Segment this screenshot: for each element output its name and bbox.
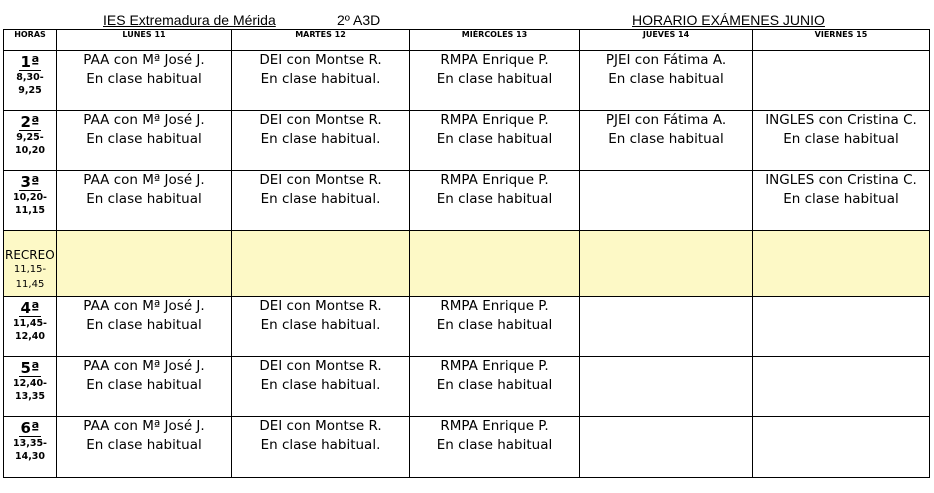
exam-cell-monday bbox=[57, 171, 232, 231]
group-name: 2º A3D bbox=[337, 12, 381, 28]
table-row bbox=[4, 297, 930, 357]
period-cell bbox=[4, 51, 57, 111]
exam-location: En clase habitual bbox=[436, 377, 553, 393]
exam-subject: RMPA Enrique P. bbox=[440, 298, 549, 314]
exam-location: En clase habitual. bbox=[260, 437, 381, 453]
period-number: 4ª bbox=[20, 299, 40, 317]
column-header-thursday: JUEVES 14 bbox=[580, 30, 753, 51]
exam-cell-friday bbox=[753, 357, 930, 417]
exam-subject: DEI con Montse R. bbox=[259, 52, 382, 68]
exam-subject: PJEI con Fátima A. bbox=[605, 112, 727, 128]
column-header-tuesday: MARTES 12 bbox=[232, 30, 410, 51]
period-cell bbox=[4, 297, 57, 357]
exam-cell-tuesday bbox=[232, 51, 410, 111]
exam-cell-tuesday bbox=[232, 297, 410, 357]
exam-cell-wednesday bbox=[410, 357, 580, 417]
exam-subject: PAA con Mª José J. bbox=[83, 418, 205, 434]
header-row bbox=[4, 30, 930, 51]
exam-subject: INGLES con Cristina C. bbox=[765, 172, 917, 188]
period-time: 11,45- bbox=[13, 318, 47, 329]
exam-subject: RMPA Enrique P. bbox=[440, 172, 549, 188]
recreo-empty-cell bbox=[410, 231, 580, 297]
column-header-hours: HORAS bbox=[4, 30, 57, 51]
recreo-cell bbox=[4, 231, 57, 297]
period-time: 10,20 bbox=[14, 145, 46, 156]
period-time: 9,25- bbox=[16, 132, 44, 143]
exam-location: En clase habitual bbox=[608, 71, 724, 87]
exam-location: En clase habitual bbox=[86, 377, 202, 393]
exam-subject: RMPA Enrique P. bbox=[440, 112, 549, 128]
period-time: 14,30 bbox=[14, 451, 46, 462]
exam-cell-wednesday bbox=[410, 171, 580, 231]
exam-cell-thursday bbox=[580, 111, 753, 171]
exam-subject: PAA con Mª José J. bbox=[83, 52, 205, 68]
recreo-time: 11,15- bbox=[13, 264, 47, 275]
exam-cell-wednesday bbox=[410, 111, 580, 171]
exam-location: En clase habitual bbox=[783, 131, 899, 147]
table-row bbox=[4, 111, 930, 171]
exam-location: En clase habitual. bbox=[260, 71, 381, 87]
exam-cell-wednesday bbox=[410, 297, 580, 357]
exam-cell-tuesday bbox=[232, 171, 410, 231]
exam-subject: DEI con Montse R. bbox=[259, 358, 382, 374]
exam-location: En clase habitual bbox=[436, 191, 553, 207]
period-time: 8,30- bbox=[16, 72, 44, 83]
schedule-table bbox=[3, 29, 930, 478]
exam-location: En clase habitual bbox=[436, 317, 553, 333]
exam-location: En clase habitual bbox=[86, 437, 202, 453]
exam-cell-friday bbox=[753, 417, 930, 478]
recreo-empty-cell bbox=[57, 231, 232, 297]
period-cell bbox=[4, 357, 57, 417]
exam-cell-wednesday bbox=[410, 417, 580, 478]
exam-subject: PAA con Mª José J. bbox=[83, 358, 205, 374]
period-time: 12,40 bbox=[14, 331, 46, 342]
exam-subject: RMPA Enrique P. bbox=[440, 52, 549, 68]
period-cell bbox=[4, 171, 57, 231]
recreo-row bbox=[4, 231, 930, 297]
exam-cell-friday bbox=[753, 171, 930, 231]
exam-cell-thursday bbox=[580, 357, 753, 417]
period-number: 6ª bbox=[20, 419, 40, 437]
exam-subject: PJEI con Fátima A. bbox=[605, 52, 727, 68]
exam-location: En clase habitual. bbox=[260, 317, 381, 333]
recreo-empty-cell bbox=[232, 231, 410, 297]
exam-location: En clase habitual bbox=[86, 131, 202, 147]
recreo-time: 11,45 bbox=[15, 279, 45, 290]
column-header-monday: LUNES 11 bbox=[57, 30, 232, 51]
period-cell bbox=[4, 111, 57, 171]
exam-location: En clase habitual bbox=[86, 71, 202, 87]
period-time: 13,35 bbox=[14, 391, 46, 402]
column-header-friday: VIERNES 15 bbox=[753, 30, 930, 51]
table-row bbox=[4, 51, 930, 111]
exam-subject: DEI con Montse R. bbox=[259, 112, 382, 128]
document-title: HORARIO EXÁMENES JUNIO bbox=[632, 12, 825, 28]
schedule-body bbox=[4, 51, 930, 478]
exam-subject: DEI con Montse R. bbox=[259, 298, 382, 314]
exam-subject: INGLES con Cristina C. bbox=[765, 112, 917, 128]
exam-location: En clase habitual bbox=[608, 131, 724, 147]
column-header-wednesday: MIÉRCOLES 13 bbox=[410, 30, 580, 51]
exam-cell-friday bbox=[753, 111, 930, 171]
exam-cell-tuesday bbox=[232, 417, 410, 478]
exam-location: En clase habitual. bbox=[260, 191, 381, 207]
exam-subject: DEI con Montse R. bbox=[259, 172, 382, 188]
period-time: 11,15 bbox=[14, 205, 46, 216]
exam-cell-tuesday bbox=[232, 111, 410, 171]
school-name: IES Extremadura de Mérida bbox=[103, 12, 276, 28]
exam-location: En clase habitual. bbox=[260, 131, 381, 147]
period-time: 12,40- bbox=[13, 378, 47, 389]
exam-subject: DEI con Montse R. bbox=[259, 418, 382, 434]
recreo-empty-cell bbox=[580, 231, 753, 297]
period-time: 10,20- bbox=[13, 192, 47, 203]
exam-cell-monday bbox=[57, 111, 232, 171]
exam-location: En clase habitual bbox=[436, 131, 553, 147]
period-number: 5ª bbox=[20, 359, 40, 377]
table-row bbox=[4, 357, 930, 417]
exam-cell-monday bbox=[57, 417, 232, 478]
period-time: 13,35- bbox=[13, 438, 47, 449]
table-row bbox=[4, 417, 930, 478]
exam-subject: PAA con Mª José J. bbox=[83, 298, 205, 314]
period-cell bbox=[4, 417, 57, 478]
exam-location: En clase habitual bbox=[86, 191, 202, 207]
exam-location: En clase habitual bbox=[436, 437, 553, 453]
period-number: 2ª bbox=[20, 113, 40, 131]
exam-location: En clase habitual bbox=[783, 191, 899, 207]
exam-cell-friday bbox=[753, 297, 930, 357]
exam-cell-thursday bbox=[580, 51, 753, 111]
period-number: 1ª bbox=[20, 53, 40, 71]
exam-subject: RMPA Enrique P. bbox=[440, 418, 549, 434]
exam-cell-thursday bbox=[580, 171, 753, 231]
exam-cell-monday bbox=[57, 51, 232, 111]
recreo-empty-cell bbox=[753, 231, 930, 297]
exam-cell-wednesday bbox=[410, 51, 580, 111]
exam-cell-monday bbox=[57, 357, 232, 417]
exam-location: En clase habitual. bbox=[260, 377, 381, 393]
exam-cell-thursday bbox=[580, 417, 753, 478]
exam-cell-friday bbox=[753, 51, 930, 111]
exam-cell-monday bbox=[57, 297, 232, 357]
exam-subject: PAA con Mª José J. bbox=[83, 172, 205, 188]
exam-cell-thursday bbox=[580, 297, 753, 357]
exam-cell-tuesday bbox=[232, 357, 410, 417]
exam-subject: PAA con Mª José J. bbox=[83, 112, 205, 128]
document-header bbox=[0, 0, 934, 28]
period-number: 3ª bbox=[20, 173, 40, 191]
period-time: 9,25 bbox=[18, 85, 42, 96]
table-row bbox=[4, 171, 930, 231]
recreo-label: RECREO bbox=[5, 248, 55, 262]
exam-location: En clase habitual bbox=[86, 317, 202, 333]
exam-subject: RMPA Enrique P. bbox=[440, 358, 549, 374]
exam-location: En clase habitual bbox=[436, 71, 553, 87]
